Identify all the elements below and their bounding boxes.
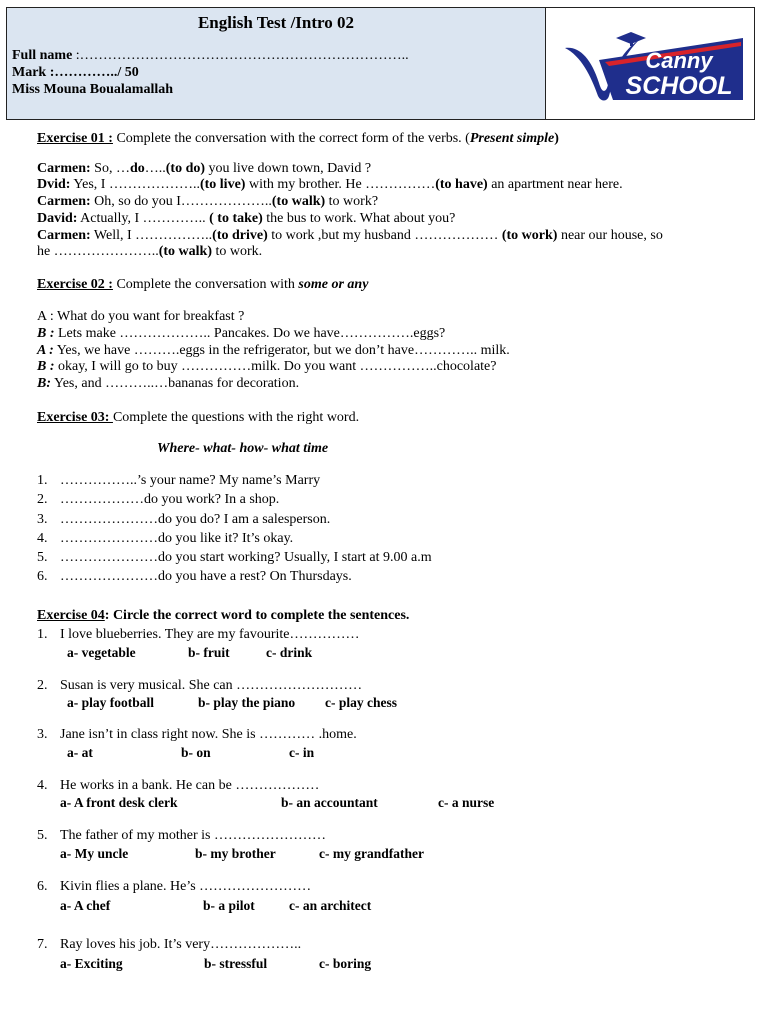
exercise-01-hint-close: ) — [554, 131, 559, 146]
speaker: A : — [37, 343, 54, 358]
question-text: I love blueberries. They are my favourite…………… — [60, 627, 360, 642]
question-item — [37, 473, 320, 489]
option-a[interactable]: a- A chef — [60, 898, 111, 913]
question-number: 2. — [37, 678, 48, 693]
full-name-line — [12, 48, 409, 64]
question-number: 4. — [37, 778, 48, 793]
speaker: B : — [37, 359, 55, 374]
question-item — [37, 569, 352, 585]
logo-text-canny: Canny — [645, 48, 713, 73]
question-item — [37, 512, 330, 528]
verb-hint: ( to take) — [209, 211, 263, 226]
line-text: to work ,but my husband ……………… — [267, 228, 502, 243]
option-b[interactable]: b- on — [181, 745, 211, 760]
word-bank: Where- what- how- what time — [157, 441, 329, 456]
question-text: He works in a bank. He can be ……………… — [60, 778, 320, 793]
option-b[interactable]: b- a pilot — [203, 898, 255, 913]
option-a[interactable]: a- My uncle — [60, 846, 129, 861]
option-b[interactable]: b- an accountant — [281, 795, 378, 810]
question-number: 6. — [37, 569, 48, 584]
option-c[interactable]: c- an architect — [289, 898, 372, 913]
verb-hint: (to live) — [199, 177, 246, 192]
question-text: …………………do you do? I am a salesperson. — [60, 512, 331, 527]
line-text: the bus to work. What about you? — [262, 211, 456, 226]
mcq-question — [37, 778, 319, 794]
question-text: Jane isn’t in class right now. She is ………… .home. — [60, 727, 357, 742]
line-text: okay, I will go to buy ……………milk. Do you want ……………..chocolate? — [54, 359, 497, 374]
question-number: 3. — [37, 727, 48, 742]
teacher-name: Miss Mouna Boualamallah — [12, 82, 174, 97]
answer-example: do — [129, 161, 145, 176]
question-text: ……………..’s your name? My name’s Marry — [60, 473, 321, 488]
speaker: Carmen: — [37, 161, 91, 176]
line-text: Oh, so do you I……………….. — [90, 194, 272, 209]
mcq-question — [37, 727, 357, 743]
question-text: …………………do you like it? It’s okay. — [60, 531, 294, 546]
line-text: near our house, so — [557, 228, 663, 243]
mark-line: Mark :…………../ 50 — [12, 65, 139, 80]
mcq-question — [37, 678, 362, 694]
dialogue-line — [37, 177, 623, 193]
dialogue-line — [37, 343, 510, 359]
option-c[interactable]: c- my grandfather — [319, 846, 424, 861]
verb-hint: (to drive) — [212, 228, 268, 243]
question-text: ………………do you work? In a shop. — [60, 492, 280, 507]
mcq-question — [37, 937, 301, 953]
question-text: …………………do you start working? Usually, I start at 9.00 a.m — [60, 550, 432, 565]
mcq-question — [37, 828, 326, 844]
line-text: So, … — [90, 161, 130, 176]
option-b[interactable]: b- my brother — [195, 846, 276, 861]
question-number: 1. — [37, 473, 48, 488]
line-text: with my brother. He …………… — [245, 177, 436, 192]
speaker: B: — [37, 376, 51, 391]
dialogue-line — [37, 359, 496, 375]
exercise-01-instruction: Complete the conversation with the correct form of the verbs. ( — [112, 131, 470, 146]
question-text: …………………do you have a rest? On Thursdays. — [60, 569, 352, 584]
question-number: 7. — [37, 937, 48, 952]
exercise-04-instruction: : Circle the correct word to complete the sentences. — [104, 608, 410, 623]
question-number: 5. — [37, 550, 48, 565]
dialogue-line — [37, 194, 378, 210]
speaker: David: — [37, 211, 78, 226]
exercise-02-title: Exercise 02 : — [37, 277, 113, 292]
dialogue-line — [37, 326, 445, 342]
verb-hint: (to do) — [165, 161, 206, 176]
exercise-04-heading — [37, 608, 409, 624]
school-logo — [561, 28, 746, 108]
full-name-field[interactable]: :…………………………………………………………….. — [72, 48, 409, 63]
question-number: 2. — [37, 492, 48, 507]
speaker: Carmen: — [37, 194, 91, 209]
option-c[interactable]: c- a nurse — [438, 795, 495, 810]
logo-text-school: SCHOOL — [625, 72, 733, 100]
exercise-02-instruction: Complete the conversation with — [112, 277, 299, 292]
speaker: A : — [37, 309, 54, 324]
line-text: Actually, I ………….. — [77, 211, 210, 226]
question-text: Susan is very musical. She can ……………………… — [60, 678, 363, 693]
mcq-question — [37, 627, 359, 643]
line-text: you live down town, David ? — [205, 161, 372, 176]
option-b[interactable]: b- fruit — [188, 645, 230, 660]
question-number: 5. — [37, 828, 48, 843]
option-a[interactable]: a- play football — [67, 695, 155, 710]
test-title: English Test /Intro 02 — [197, 13, 355, 32]
exercise-02-hint: some or any — [298, 277, 369, 292]
exercise-01-title: Exercise 01 : — [37, 131, 113, 146]
exercise-03-heading — [37, 410, 359, 426]
question-number: 1. — [37, 627, 48, 642]
full-name-label: Full name — [12, 48, 73, 63]
canny-school-logo — [561, 28, 746, 108]
question-item — [37, 492, 279, 508]
option-b[interactable]: b- stressful — [204, 956, 268, 971]
line-text: an apartment near here. — [487, 177, 623, 192]
verb-hint: (to have) — [435, 177, 488, 192]
dialogue-line — [37, 309, 244, 325]
line-text: Yes, I ……………….. — [70, 177, 200, 192]
option-c[interactable]: c- play chess — [325, 695, 397, 710]
question-text: Kivin flies a plane. He’s …………………… — [60, 879, 312, 894]
option-b[interactable]: b- play the piano — [198, 695, 296, 710]
line-text: What do you want for breakfast ? — [53, 309, 245, 324]
option-a[interactable]: a- vegetable — [67, 645, 136, 660]
dialogue-line — [37, 161, 371, 177]
question-text: The father of my mother is …………………… — [60, 828, 326, 843]
speaker: Carmen: — [37, 228, 91, 243]
option-c[interactable]: c- drink — [266, 645, 313, 660]
speaker: B : — [37, 326, 55, 341]
question-number: 4. — [37, 531, 48, 546]
dialogue-line — [37, 376, 299, 392]
line-text: he ………………….. — [37, 244, 159, 259]
option-a[interactable]: a- at — [67, 745, 93, 760]
question-item — [37, 550, 432, 566]
option-c[interactable]: c- boring — [319, 956, 372, 971]
test-header — [6, 7, 755, 120]
option-a[interactable]: a- Exciting — [60, 956, 123, 971]
mcq-question — [37, 879, 311, 895]
exercise-02-heading — [37, 277, 368, 293]
line-text: to work? — [325, 194, 379, 209]
line-text: Yes, we have ……….eggs in the refrigerator, but we don’t have………….. milk. — [53, 343, 510, 358]
verb-hint: (to walk) — [271, 194, 326, 209]
question-number: 3. — [37, 512, 48, 527]
line-text: Well, I …………….. — [90, 228, 213, 243]
line-text: Lets make ……………….. Pancakes. Do we have…………….eggs? — [54, 326, 446, 341]
question-number: 6. — [37, 879, 48, 894]
exercise-04-title: Exercise 04 — [37, 608, 105, 623]
exercise-01-heading — [37, 131, 559, 147]
question-item — [37, 531, 293, 547]
question-text: Ray loves his job. It’s very……………….. — [60, 937, 302, 952]
dialogue-line — [37, 244, 262, 260]
exercise-01-hint: Present simple — [469, 131, 555, 146]
line-text: ….. — [144, 161, 166, 176]
line-text: Yes, and ………..…bananas for decoration. — [51, 376, 300, 391]
dialogue-line — [37, 228, 663, 244]
option-c[interactable]: c- in — [289, 745, 315, 760]
verb-hint: (to walk) — [158, 244, 212, 259]
line-text: to work. — [212, 244, 263, 259]
verb-hint: (to work) — [501, 228, 558, 243]
dialogue-line — [37, 211, 455, 227]
exercise-03-title: Exercise 03: — [37, 410, 113, 425]
option-a[interactable]: a- A front desk clerk — [60, 795, 178, 810]
exercise-03-instruction: Complete the questions with the right word. — [112, 410, 360, 425]
header-info-panel — [7, 8, 546, 119]
speaker: Dvid: — [37, 177, 71, 192]
